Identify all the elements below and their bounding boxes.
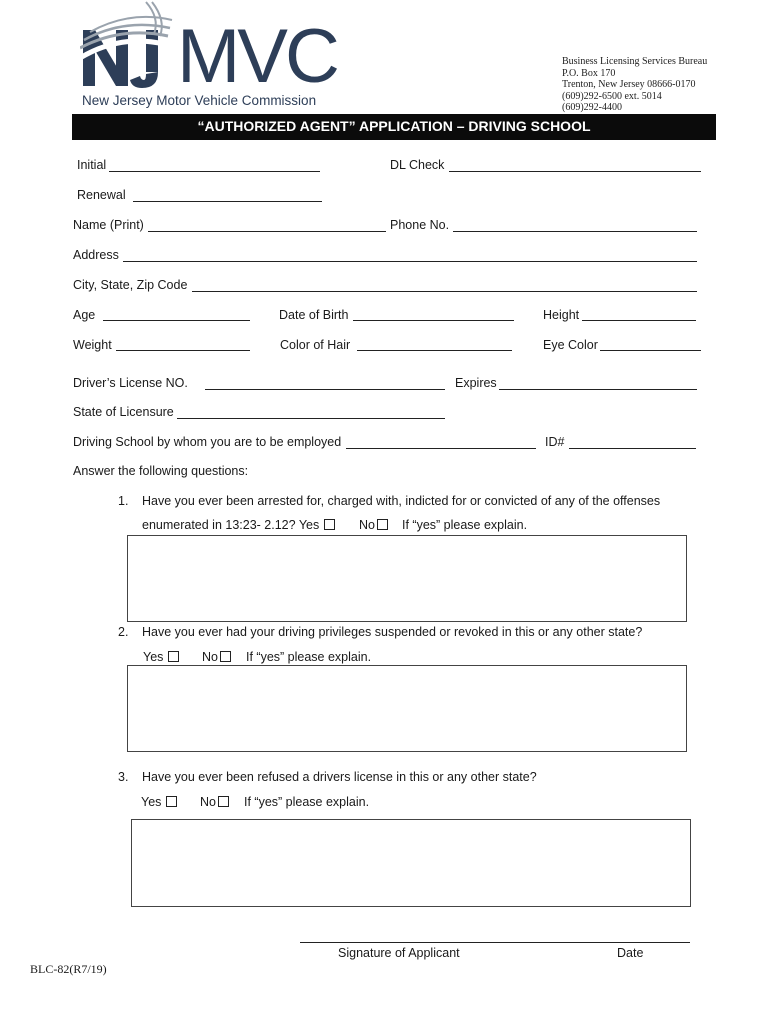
- age-field[interactable]: [103, 320, 250, 321]
- address-line: (609)292-6500 ext. 5014: [562, 90, 662, 102]
- date-label: Date: [617, 946, 644, 960]
- hair-field[interactable]: [357, 350, 512, 351]
- q2-number: 2.: [118, 625, 129, 639]
- dl-check-label: DL Check: [390, 158, 445, 172]
- id-field[interactable]: [569, 448, 696, 449]
- expires-field[interactable]: [499, 389, 697, 390]
- q1-explanation-box[interactable]: [127, 535, 687, 622]
- id-label: ID#: [545, 435, 565, 449]
- form-code: BLC-82(R7/19): [30, 962, 107, 976]
- dob-field[interactable]: [353, 320, 514, 321]
- height-label: Height: [543, 308, 580, 322]
- age-label: Age: [73, 308, 96, 322]
- address-field[interactable]: [123, 261, 697, 262]
- address-line: (609)292-4400: [562, 102, 622, 114]
- dl-number-label: Driver’s License NO.: [73, 376, 188, 390]
- initial-label: Initial: [77, 158, 107, 172]
- q2-yes-label: Yes: [143, 650, 164, 664]
- q2-explain-label: If “yes” please explain.: [246, 650, 372, 664]
- q1-number: 1.: [118, 494, 129, 508]
- q2-text: Have you ever had your driving privileges suspended or revoked in this or any other state?: [142, 625, 643, 639]
- questions-intro: Answer the following questions:: [73, 464, 249, 478]
- dl-check-field[interactable]: [449, 171, 701, 172]
- njmvc-logo: [80, 0, 337, 112]
- signature-label: Signature of Applicant: [338, 946, 460, 960]
- address-label: Address: [73, 248, 119, 262]
- q3-yes-checkbox[interactable]: [166, 796, 177, 807]
- q3-explanation-box[interactable]: [131, 819, 691, 907]
- q3-no-checkbox[interactable]: [218, 796, 229, 807]
- height-field[interactable]: [582, 320, 696, 321]
- q1-text-continued: enumerated in 13:23- 2.12? Yes: [142, 518, 320, 532]
- renewal-label: Renewal: [77, 188, 126, 202]
- name-label: Name (Print): [73, 218, 144, 232]
- address-line: Business Licensing Services Bureau: [562, 56, 708, 67]
- q3-explain-label: If “yes” please explain.: [244, 795, 370, 809]
- expires-label: Expires: [455, 376, 497, 390]
- driving-school-field[interactable]: [346, 448, 536, 449]
- address-line: Trenton, New Jersey 08666-0170: [562, 79, 696, 91]
- phone-field[interactable]: [453, 231, 697, 232]
- q2-yes-checkbox[interactable]: [168, 651, 179, 662]
- phone-label: Phone No.: [390, 218, 450, 232]
- nj-emblem-icon: [80, 0, 185, 92]
- eye-color-field[interactable]: [600, 350, 701, 351]
- q1-explain-label: If “yes” please explain.: [402, 518, 528, 532]
- q3-no-label: No: [200, 795, 216, 809]
- q1-no-checkbox[interactable]: [377, 519, 388, 530]
- q2-explanation-box[interactable]: [127, 665, 687, 752]
- q1-yes-checkbox[interactable]: [324, 519, 335, 530]
- renewal-field[interactable]: [133, 201, 322, 202]
- q2-no-label: No: [202, 650, 218, 664]
- weight-label: Weight: [73, 338, 112, 352]
- dl-number-field[interactable]: [205, 389, 445, 390]
- dob-label: Date of Birth: [279, 308, 349, 322]
- logo-subtitle: New Jersey Motor Vehicle Commission: [82, 93, 317, 108]
- q3-yes-label: Yes: [141, 795, 162, 809]
- signature-line[interactable]: [300, 942, 690, 943]
- address-line: P.O. Box 170: [562, 67, 616, 79]
- q3-number: 3.: [118, 770, 129, 784]
- driving-school-label: Driving School by whom you are to be employed: [73, 435, 342, 449]
- city-state-zip-field[interactable]: [192, 291, 697, 292]
- weight-field[interactable]: [116, 350, 250, 351]
- city-state-zip-label: City, State, Zip Code: [73, 278, 188, 292]
- logo-mvc-text: MVC: [177, 14, 337, 99]
- state-licensure-field[interactable]: [177, 418, 445, 419]
- name-field[interactable]: [148, 231, 386, 232]
- hair-label: Color of Hair: [280, 338, 351, 352]
- q2-no-checkbox[interactable]: [220, 651, 231, 662]
- state-licensure-label: State of Licensure: [73, 405, 174, 419]
- eye-color-label: Eye Color: [543, 338, 598, 352]
- agency-address: [562, 56, 762, 114]
- q3-text: Have you ever been refused a drivers license in this or any other state?: [142, 770, 537, 784]
- form-title: “AUTHORIZED AGENT” APPLICATION – DRIVING SCHOOL: [72, 114, 716, 140]
- q1-no-label: No: [359, 518, 375, 532]
- initial-field[interactable]: [109, 171, 320, 172]
- q1-text: Have you ever been arrested for, charged with, indicted for or convicted of any of the offenses: [142, 494, 661, 508]
